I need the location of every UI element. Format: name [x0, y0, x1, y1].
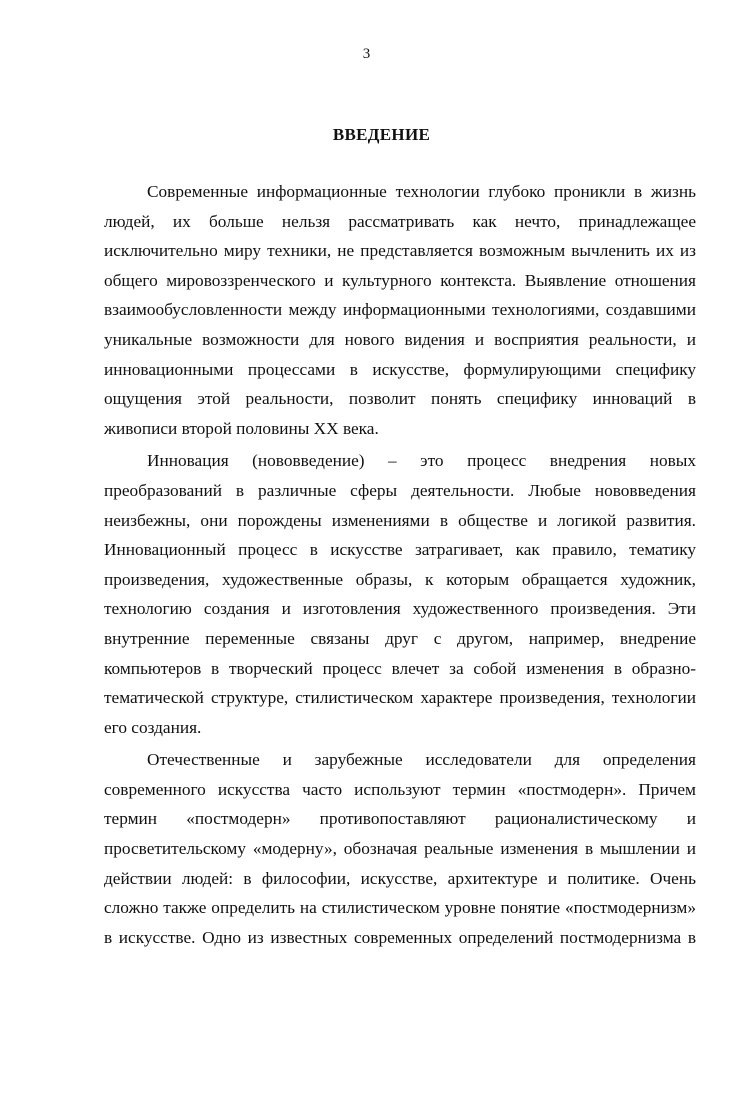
- section-title: ВВЕДЕНИЕ: [332, 125, 431, 144]
- text-line: преобразований в различные сферы деятельности. Любые нововведения: [104, 480, 696, 500]
- paragraph-3: [104, 745, 696, 952]
- text-line: неизбежны, они порождены изменениями в обществе и логикой развития.: [104, 510, 696, 530]
- text-line: Инновационный процесс в искусстве затрагивает, как правило, тематику: [104, 540, 696, 560]
- paragraph-1: [104, 177, 696, 443]
- paragraph-2: [104, 446, 696, 742]
- text-line: инновационными процессами в искусстве, формулирующими специфику: [104, 359, 696, 379]
- text-line: живописи второй половины XX века.: [104, 418, 379, 438]
- text-line: Инновация (нововведение) – это процесс внедрения новых: [147, 451, 696, 471]
- body-text: [104, 177, 696, 955]
- text-line: людей, их больше нельзя рассматривать как нечто, принадлежащее: [104, 211, 696, 231]
- text-line: термин «постмодерн» противопоставляют рационалистическому и: [104, 809, 696, 829]
- text-line: его создания.: [104, 717, 202, 737]
- text-line: уникальные возможности для нового видения и восприятия реальности, и: [104, 329, 696, 349]
- text-line: Отечественные и зарубежные исследователи для определения: [147, 750, 696, 770]
- text-line: просветительскому «модерну», обозначая реальные изменения в мышлении и: [104, 839, 696, 859]
- text-line: компьютеров в творческий процесс влечет за собой изменения в образно-: [104, 658, 696, 678]
- text-line: в искусстве. Одно из известных современных определений постмодернизма в: [104, 927, 696, 947]
- text-line: произведения, художественные образы, к которым обращается художник,: [104, 569, 696, 589]
- text-line: сложно также определить на стилистическом уровне понятие «постмодернизм»: [104, 898, 696, 918]
- text-line: действии людей: в философии, искусстве, архитектуре и политике. Очень: [104, 868, 696, 888]
- text-line: исключительно миру техники, не представляется возможным вычленить их из: [104, 241, 696, 261]
- text-line: Современные информационные технологии глубоко проникли в жизнь: [147, 182, 696, 201]
- text-line: ощущения этой реальности, позволит понять специфику инноваций в: [104, 389, 696, 409]
- text-line: современного искусства часто используют термин «постмодерн». Причем: [104, 779, 696, 799]
- text-line: технологию создания и изготовления художественного произведения. Эти: [104, 599, 696, 619]
- text-line: взаимообусловленности между информационными технологиями, создавшими: [104, 300, 696, 320]
- text-line: общего мировоззренческого и культурного контекста. Выявление отношения: [104, 270, 696, 290]
- text-line: внутренние переменные связаны друг с другом, например, внедрение: [104, 628, 696, 648]
- text-line: тематической структуре, стилистическом характере произведения, технологии: [104, 688, 696, 708]
- page-number: 3: [362, 46, 371, 62]
